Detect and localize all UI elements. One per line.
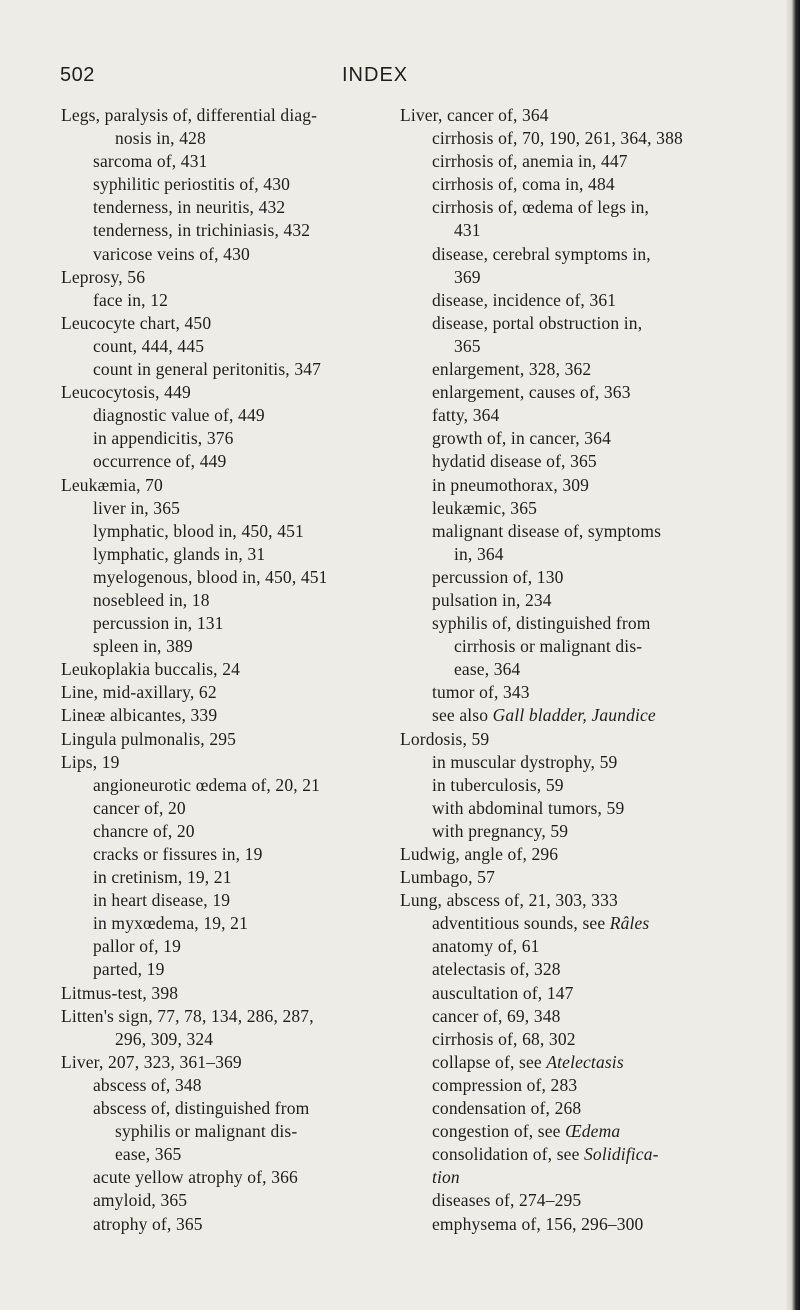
entry-text: with abdominal tumors, 59	[432, 797, 625, 818]
entry-cross-reference: tion	[432, 1167, 460, 1188]
index-continuation	[400, 266, 736, 289]
entry-text: Leprosy, 56	[61, 266, 146, 287]
entry-text: leukæmic, 365	[432, 497, 537, 518]
entry-text: with pregnancy, 59	[432, 820, 569, 841]
entry-text: Line, mid-axillary, 62	[61, 682, 217, 703]
entry-text: hydatid disease of, 365	[432, 451, 597, 472]
index-subentry	[400, 1005, 736, 1028]
entry-cross-reference: Solidifica-	[584, 1144, 659, 1165]
entry-text: consolidation of, see	[432, 1144, 585, 1165]
index-entry	[61, 312, 391, 335]
index-subentry	[400, 1120, 736, 1143]
index-subentry	[61, 912, 391, 935]
entry-text: enlargement, 328, 362	[432, 359, 592, 380]
index-entry	[61, 474, 391, 497]
entry-text: in heart disease, 19	[93, 890, 231, 911]
entry-text: pulsation in, 234	[432, 589, 552, 610]
index-subentry	[61, 358, 391, 381]
index-subentry	[400, 774, 736, 797]
index-subentry	[400, 1051, 736, 1074]
entry-text: Liver, cancer of, 364	[400, 105, 549, 125]
index-column-right	[400, 104, 736, 1236]
index-subentry	[61, 1166, 391, 1189]
index-subentry	[400, 751, 736, 774]
entry-text: in, 364	[454, 543, 504, 564]
entry-text: in myxœdema, 19, 21	[93, 913, 248, 934]
entry-cross-reference: Gall bladder, Jaundice	[492, 705, 656, 726]
index-entry	[400, 728, 736, 751]
entry-text: enlargement, causes of, 363	[432, 382, 631, 403]
index-continuation	[400, 635, 736, 658]
running-head: INDEX	[342, 64, 409, 86]
index-subentry	[61, 173, 391, 196]
index-subentry	[61, 289, 391, 312]
index-subentry	[61, 497, 391, 520]
entry-text: abscess of, 348	[93, 1074, 202, 1095]
entry-text: 369	[454, 266, 481, 287]
entry-text: 296, 309, 324	[115, 1028, 214, 1049]
index-subentry	[61, 797, 391, 820]
entry-text: spleen in, 389	[93, 636, 193, 657]
entry-text: cirrhosis of, coma in, 484	[432, 174, 615, 195]
index-subentry	[400, 450, 736, 473]
index-subentry	[400, 427, 736, 450]
index-entry	[61, 1005, 391, 1028]
entry-cross-reference: Œdema	[565, 1121, 621, 1142]
entry-text: chancre of, 20	[93, 820, 195, 841]
entry-text: cracks or fissures in, 19	[93, 844, 263, 864]
entry-text: Ludwig, angle of, 296	[400, 844, 559, 864]
entry-text: percussion of, 130	[432, 566, 564, 587]
entry-text: Legs, paralysis of, differential diag-	[61, 105, 318, 125]
entry-text: cirrhosis of, 70, 190, 261, 364, 388	[432, 128, 683, 149]
index-subentry	[61, 843, 391, 866]
index-subentry	[400, 127, 736, 150]
index-subentry	[400, 1143, 736, 1166]
entry-cross-reference: Atelectasis	[546, 1051, 624, 1072]
entry-text: cirrhosis of, anemia in, 447	[432, 151, 628, 172]
entry-text: disease, incidence of, 361	[432, 289, 617, 310]
entry-text: amyloid, 365	[93, 1190, 188, 1211]
index-subentry	[61, 1189, 391, 1212]
index-subentry	[400, 612, 736, 635]
entry-text: parted, 19	[93, 959, 165, 980]
index-subentry	[400, 196, 736, 219]
index-subentry	[61, 635, 391, 658]
entry-text: auscultation of, 147	[432, 982, 574, 1003]
index-column-left	[61, 104, 391, 1236]
index-entry	[61, 266, 391, 289]
index-subentry	[61, 612, 391, 635]
entry-text: disease, portal obstruction in,	[432, 312, 643, 333]
entry-text: congestion of, see	[432, 1121, 566, 1142]
entry-text: ease, 365	[115, 1144, 182, 1165]
index-subentry	[400, 912, 736, 935]
index-entry	[61, 982, 391, 1005]
entry-text: pallor of, 19	[93, 936, 181, 957]
index-entry	[400, 104, 736, 127]
entry-text: compression of, 283	[432, 1074, 578, 1095]
entry-text: 365	[454, 335, 481, 356]
index-entry	[61, 681, 391, 704]
entry-text: diagnostic value of, 449	[93, 405, 265, 426]
index-subentry	[400, 1213, 736, 1236]
entry-text: Leucocyte chart, 450	[61, 312, 212, 333]
index-subentry	[61, 427, 391, 450]
entry-text: Liver, 207, 323, 361–369	[61, 1051, 242, 1072]
index-subentry	[61, 774, 391, 797]
index-subentry	[400, 566, 736, 589]
index-subentry	[61, 935, 391, 958]
entry-text: percussion in, 131	[93, 613, 224, 634]
entry-text: emphysema of, 156, 296–300	[432, 1213, 644, 1234]
entry-text: varicose veins of, 430	[93, 243, 250, 264]
entry-text: Litmus-test, 398	[61, 982, 179, 1003]
index-entry	[400, 889, 736, 912]
entry-text: adventitious sounds, see	[432, 913, 610, 934]
page-edge-shadow	[786, 0, 800, 1310]
index-entry	[61, 704, 391, 727]
entry-text: Lingula pulmonalis, 295	[61, 728, 237, 749]
index-entry	[61, 381, 391, 404]
index-subentry	[400, 704, 736, 727]
entry-text: occurrence of, 449	[93, 451, 227, 472]
index-continuation	[61, 127, 391, 150]
index-entry	[61, 751, 391, 774]
index-subentry	[400, 243, 736, 266]
index-entry	[61, 104, 391, 127]
index-subentry	[400, 1097, 736, 1120]
index-subentry	[400, 474, 736, 497]
index-subentry	[61, 820, 391, 843]
entry-cross-reference: Râles	[609, 913, 650, 934]
entry-text: Lordosis, 59	[400, 728, 490, 749]
entry-text: atelectasis of, 328	[432, 959, 561, 980]
entry-text: anatomy of, 61	[432, 936, 540, 957]
index-subentry	[400, 681, 736, 704]
entry-text: tenderness, in trichiniasis, 432	[93, 220, 311, 241]
index-subentry	[61, 889, 391, 912]
index-continuation	[400, 543, 736, 566]
page-number: 502	[60, 64, 95, 86]
index-subentry	[400, 1028, 736, 1051]
index-entry	[400, 866, 736, 889]
index-subentry	[400, 404, 736, 427]
entry-text: cancer of, 20	[93, 797, 186, 818]
index-subentry	[400, 1166, 736, 1189]
index-subentry	[61, 520, 391, 543]
index-subentry	[400, 958, 736, 981]
entry-text: Lineæ albicantes, 339	[61, 705, 218, 726]
index-subentry	[400, 982, 736, 1005]
index-subentry	[400, 1189, 736, 1212]
entry-text: syphilitic periostitis of, 430	[93, 174, 290, 195]
index-subentry	[61, 335, 391, 358]
entry-text: Lung, abscess of, 21, 303, 333	[400, 890, 618, 911]
entry-text: lymphatic, glands in, 31	[93, 543, 266, 564]
index-subentry	[61, 1213, 391, 1236]
index-continuation	[400, 219, 736, 242]
entry-text: cirrhosis or malignant dis-	[454, 636, 643, 657]
index-subentry	[400, 1074, 736, 1097]
index-subentry	[400, 358, 736, 381]
entry-text: syphilis of, distinguished from	[432, 613, 651, 634]
entry-text: 431	[454, 220, 481, 241]
index-subentry	[400, 381, 736, 404]
entry-text: syphilis or malignant dis-	[115, 1121, 298, 1142]
index-subentry	[400, 797, 736, 820]
index-subentry	[400, 589, 736, 612]
index-subentry	[61, 1074, 391, 1097]
entry-text: in muscular dystrophy, 59	[432, 751, 618, 772]
entry-text: Lips, 19	[61, 751, 120, 772]
index-subentry	[400, 497, 736, 520]
entry-text: Litten's sign, 77, 78, 134, 286, 287,	[61, 1005, 314, 1026]
entry-text: condensation of, 268	[432, 1098, 582, 1119]
index-subentry	[61, 566, 391, 589]
entry-text: malignant disease of, symptoms	[432, 520, 662, 541]
index-subentry	[400, 935, 736, 958]
entry-text: ease, 364	[454, 659, 521, 680]
entry-text: tumor of, 343	[432, 682, 530, 703]
entry-text: growth of, in cancer, 364	[432, 428, 611, 449]
index-entry	[61, 1051, 391, 1074]
entry-text: count in general peritonitis, 347	[93, 359, 322, 380]
entry-text: in cretinism, 19, 21	[93, 867, 232, 888]
entry-text: in tuberculosis, 59	[432, 774, 564, 795]
index-subentry	[61, 219, 391, 242]
index-continuation	[400, 658, 736, 681]
entry-text: nosebleed in, 18	[93, 589, 210, 610]
entry-text: lymphatic, blood in, 450, 451	[93, 520, 304, 541]
index-subentry	[400, 820, 736, 843]
entry-text: fatty, 364	[432, 405, 500, 426]
index-subentry	[61, 150, 391, 173]
index-continuation	[61, 1143, 391, 1166]
index-continuation	[61, 1028, 391, 1051]
index-entry	[400, 843, 736, 866]
entry-text: disease, cerebral symptoms in,	[432, 243, 651, 264]
entry-text: cancer of, 69, 348	[432, 1005, 561, 1026]
index-subentry	[61, 196, 391, 219]
entry-text: face in, 12	[93, 289, 169, 310]
index-entry	[61, 728, 391, 751]
index-subentry	[400, 289, 736, 312]
entry-text: liver in, 365	[93, 497, 181, 518]
entry-text: Leukoplakia buccalis, 24	[61, 659, 241, 680]
index-subentry	[61, 243, 391, 266]
entry-text: tenderness, in neuritis, 432	[93, 197, 286, 218]
entry-text: collapse of, see	[432, 1051, 547, 1072]
entry-text: see also	[432, 705, 493, 726]
index-continuation	[400, 335, 736, 358]
index-subentry	[400, 173, 736, 196]
index-entry	[61, 658, 391, 681]
entry-text: count, 444, 445	[93, 335, 205, 356]
index-subentry	[400, 520, 736, 543]
entry-text: abscess of, distinguished from	[93, 1098, 310, 1119]
entry-text: Lumbago, 57	[400, 867, 495, 888]
entry-text: cirrhosis of, 68, 302	[432, 1028, 576, 1049]
index-subentry	[61, 589, 391, 612]
index-subentry	[61, 404, 391, 427]
index-subentry	[61, 958, 391, 981]
index-subentry	[61, 450, 391, 473]
index-subentry	[61, 1097, 391, 1120]
entry-text: Leukæmia, 70	[61, 474, 163, 495]
index-continuation	[61, 1120, 391, 1143]
entry-text: Leucocytosis, 449	[61, 382, 191, 403]
index-subentry	[61, 866, 391, 889]
index-subentry	[400, 150, 736, 173]
entry-text: in pneumothorax, 309	[432, 474, 590, 495]
entry-text: acute yellow atrophy of, 366	[93, 1167, 298, 1188]
entry-text: myelogenous, blood in, 450, 451	[93, 566, 328, 587]
entry-text: atrophy of, 365	[93, 1213, 203, 1234]
entry-text: in appendicitis, 376	[93, 428, 234, 449]
entry-text: angioneurotic œdema of, 20, 21	[93, 774, 321, 795]
entry-text: nosis in, 428	[115, 128, 206, 149]
index-subentry	[400, 312, 736, 335]
entry-text: sarcoma of, 431	[93, 151, 208, 172]
entry-text: diseases of, 274–295	[432, 1190, 582, 1211]
entry-text: cirrhosis of, œdema of legs in,	[432, 197, 650, 218]
index-subentry	[61, 543, 391, 566]
